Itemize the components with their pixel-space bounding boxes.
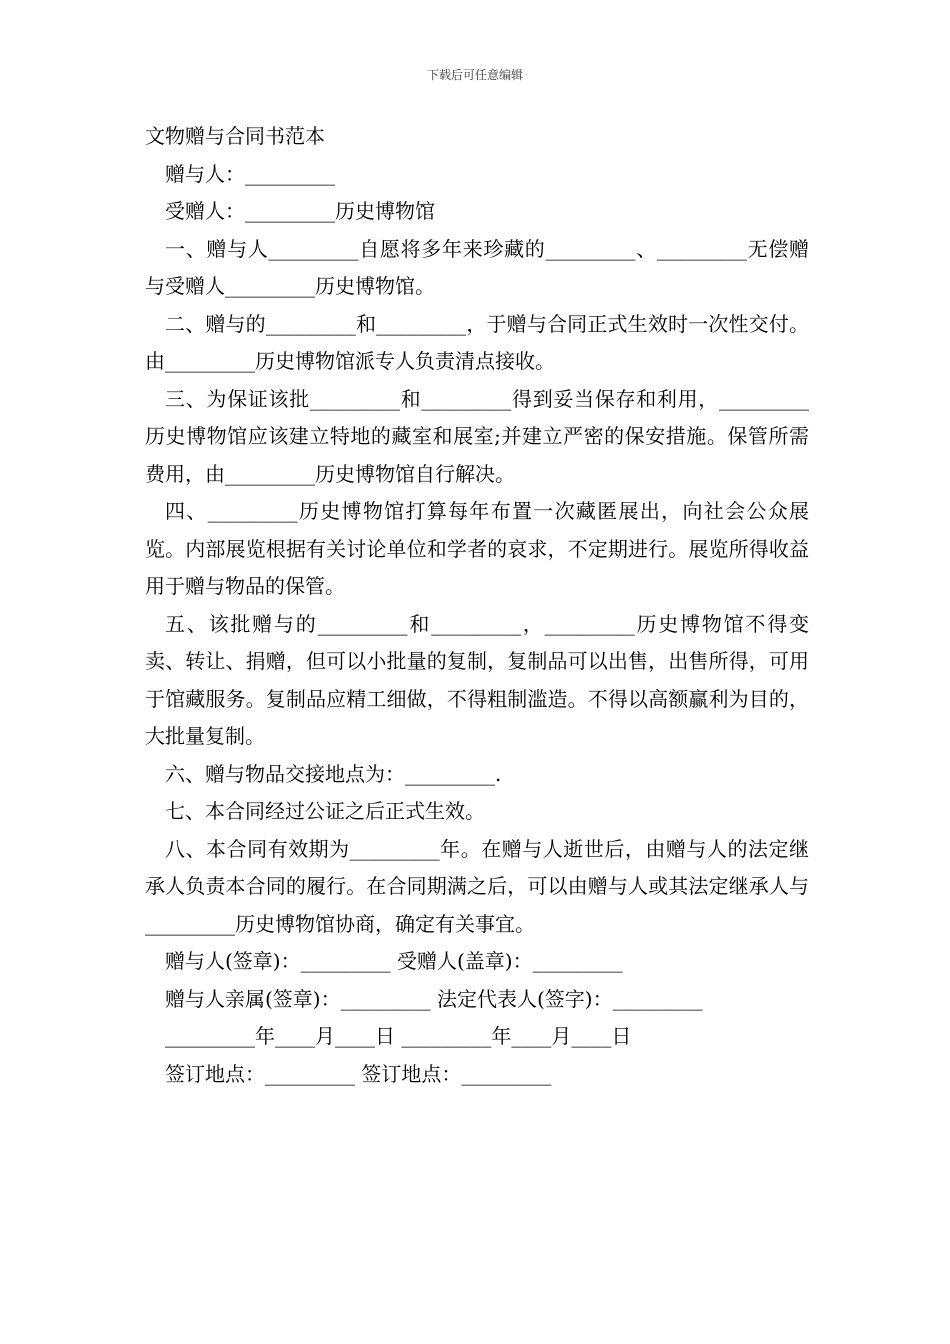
document-title: 文物赠与合同书范本 [145, 124, 325, 148]
contract-document [145, 118, 809, 1093]
signing-place-line: 签订地点：_________ 签订地点：_________ [165, 1061, 552, 1086]
clause-4: 四、_________历史博物馆打算每年布置一次藏匿展出，向社会公众展览。内部展览根据有关讨论单位和学者的哀求，不定期进行。展览所得收益用于赠与物品的保管。 [145, 499, 809, 598]
signature-line-2: 赠与人亲属(签章)：_________ 法定代表人(签字)：_________ [165, 986, 703, 1011]
clause-2: 二、赠与的_________和_________，于赠与合同正式生效时一次性交付。由_________历史博物馆派专人负责清点接收。 [145, 311, 809, 373]
signature-line-1: 赠与人(签章)：_________ 受赠人(盖章)：_________ [165, 949, 623, 973]
clause-1: 一、赠与人_________自愿将多年来珍藏的_________、_________无偿赠与受赠人_________历史博物馆。 [145, 236, 809, 298]
clause-8: 八、本合同有效期为_________年。在赠与人逝世后，由赠与人的法定继承人负责本合同的履行。在合同期满之后，可以由赠与人或其法定继承人与_________历史博物馆协商，确定有关事宜。 [145, 836, 809, 936]
clause-3: 三、为保证该批_________和_________得到妥当保存和利用，_________历史博物馆应该建立特地的藏室和展室;并建立严密的保安措施。保管所需费用，由_________历史博物馆自行解决。 [145, 386, 809, 486]
donor-line: 赠与人：_________ [165, 161, 335, 186]
recipient-line: 受赠人：_________历史博物馆 [165, 199, 435, 223]
clause-6: 六、赠与物品交接地点为：_________. [165, 761, 502, 786]
clause-7: 七、本合同经过公证之后正式生效。 [165, 799, 485, 823]
clause-5: 五、该批赠与的_________和_________，_________历史博物馆不得变卖、转让、捐赠，但可以小批量的复制，复制品可以出售，出售所得，可用于馆藏服务。复制品应精工细做，不得粗制滥造。不得以高额赢利为目的，大批量复制。 [145, 611, 809, 748]
page-header: 下载后可任意编辑 [426, 68, 523, 82]
date-line: _________年____月____日 _________年____月____日 [165, 1024, 632, 1048]
